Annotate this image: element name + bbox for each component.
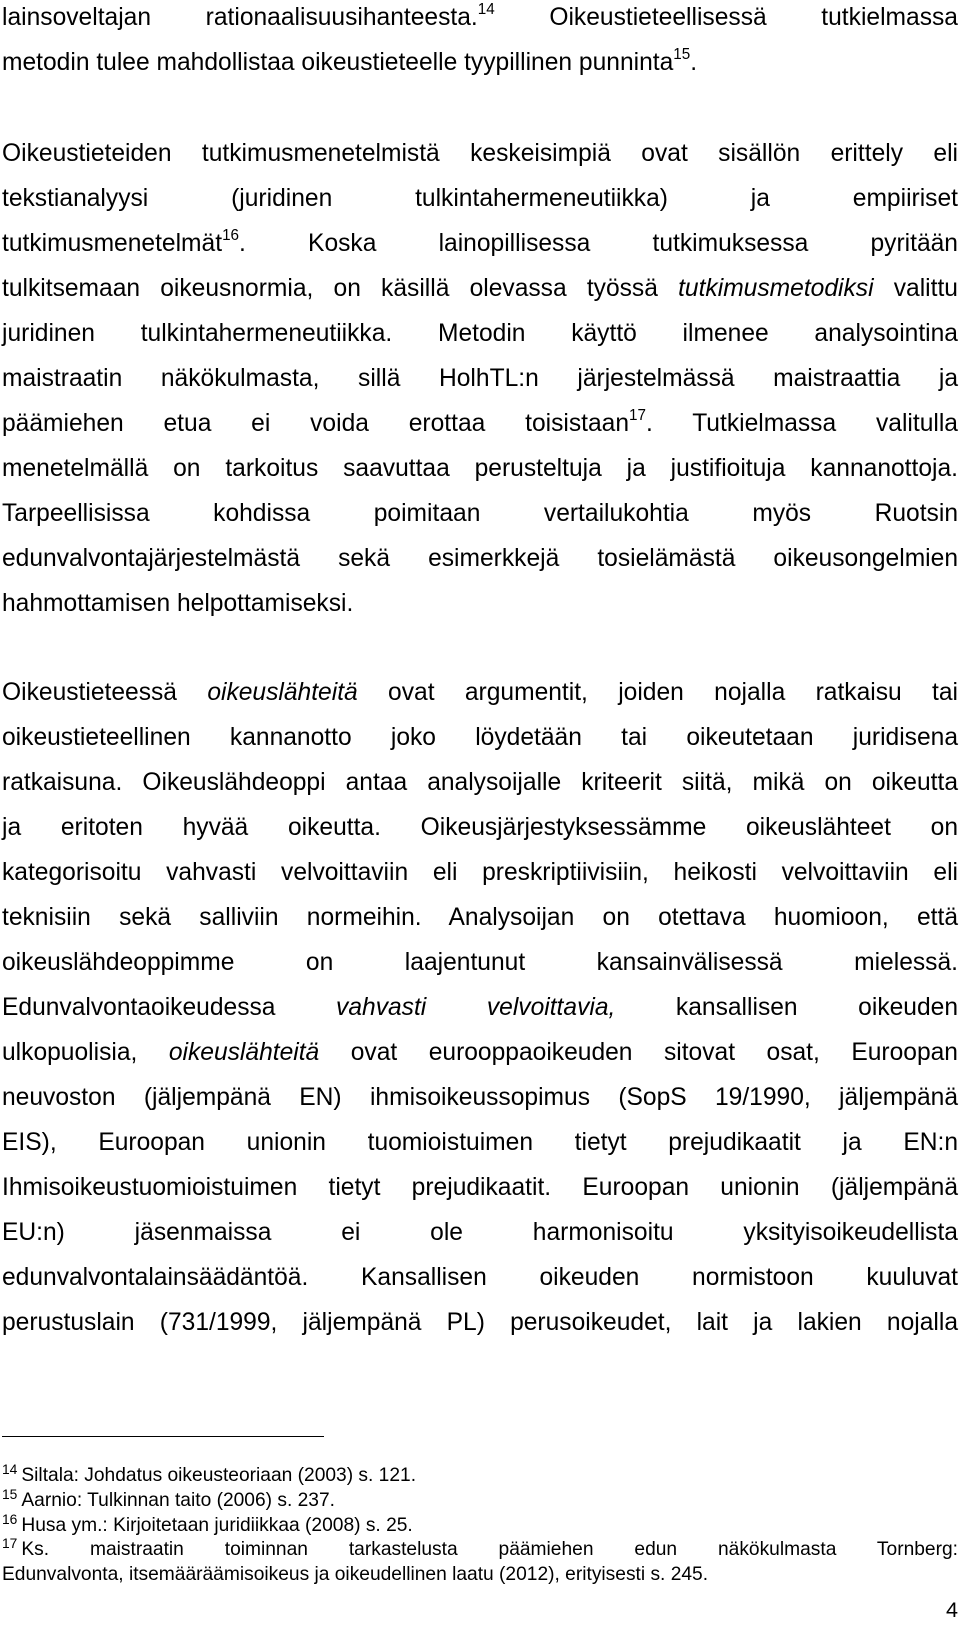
italic-term: oikeuslähteitä (207, 679, 358, 706)
body-line: oikeuslähdeoppimme on laajentunut kansainvälisessä mielessä. (2, 949, 958, 976)
footnote-ref[interactable]: 15 (673, 45, 691, 63)
body-line: Edunvalvontaoikeudessa vahvasti velvoittavia, kansallisen oikeuden (2, 994, 959, 1021)
footnote-text: Aarnio: Tulkinnan taito (2006) s. 237. (21, 1490, 335, 1511)
body-line: päämiehen etua ei voida erottaa toisistaan$^{17}$. Tutkielmassa valitulla (2, 406, 958, 437)
body-line: ja eritoten hyvää oikeutta. Oikeusjärjestyksessämme oikeuslähteet on (2, 814, 958, 841)
footnote-16 (2, 1511, 413, 1538)
footnote-number: 16 (2, 1511, 18, 1528)
italic-term: tutkimusmetodiksi (678, 275, 874, 302)
body-line: juridinen tulkintahermeneutiikka. Metodin käyttö ilmenee analysointina (2, 320, 958, 347)
body-line: tulkitsemaan oikeusnormia, on käsillä olevassa työssä tutkimusmetodiksi valittu (2, 275, 958, 302)
footnote-17-continued: Edunvalvonta, itsemääräämisoikeus ja oikeudellinen laatu (2012), erityisesti s. 245. (2, 1564, 709, 1585)
page-number: 4 (945, 1597, 958, 1622)
body-line: Ihmisoikeustuomioistuimen tietyt prejudikaatit. Euroopan unionin (jäljempänä (2, 1174, 958, 1201)
body-line: menetelmällä on tarkoitus saavuttaa perusteltuja ja justifioituja kannanottoja. (2, 455, 958, 482)
body-line: maistraatin näkökulmasta, sillä HolhTL:n järjestelmässä maistraattia ja (2, 365, 958, 392)
footnote-text: Siltala: Johdatus oikeusteoriaan (2003) s. 121. (21, 1465, 417, 1486)
footnote-number: 14 (2, 1461, 18, 1478)
body-line: oikeustieteellinen kannanotto joko löydetään tai oikeutetaan juridisena (2, 724, 958, 751)
footnote-15 (2, 1486, 335, 1513)
footnote-separator (2, 1436, 324, 1437)
body-line: EU:n) jäsenmaissa ei ole harmonisoitu yksityisoikeudellista (2, 1219, 958, 1246)
footnote-ref[interactable]: 17 (629, 406, 646, 424)
italic-term: oikeuslähteitä (168, 1039, 320, 1066)
body-line: tekstianalyysi (juridinen tulkintahermeneutiikka) ja empiiriset (2, 185, 958, 212)
body-line: Oikeustieteessä oikeuslähteitä ovat argumentit, joiden nojalla ratkaisu tai (2, 679, 959, 706)
footnote-ref[interactable]: 14 (477, 0, 495, 18)
italic-term: vahvasti velvoittavia, (336, 994, 616, 1021)
footnote-17 (2, 1535, 958, 1562)
body-line: metodin tulee mahdollistaa oikeustieteelle tyypillinen punninta$^{15}$. (2, 45, 698, 76)
body-line: edunvalvontajärjestelmästä sekä esimerkkejä tosielämästä oikeusongelmien (2, 545, 958, 572)
footnote-text: Ks. maistraatin toiminnan tarkastelusta päämiehen edun näkökulmasta Tornberg: (21, 1539, 958, 1560)
footnote-ref[interactable]: 16 (222, 226, 240, 244)
body-line: lainsoveltajan rationaalisuusihanteesta.$^{14}$ Oikeustieteellisessä tutkielmassa (2, 0, 958, 31)
body-line: EIS), Euroopan unionin tuomioistuimen tietyt prejudikaatit ja EN:n (2, 1129, 958, 1156)
body-line: teknisiin sekä salliviin normeihin. Analysoijan on otettava huomioon, että (2, 904, 958, 931)
body-line: Oikeustieteiden tutkimusmenetelmistä keskeisimpiä ovat sisällön erittely eli (2, 140, 958, 167)
body-line: kategorisoitu vahvasti velvoittaviin eli preskriptiivisiin, heikosti velvoittaviin eli (2, 859, 958, 886)
body-line: perustuslain (731/1999, jäljempänä PL) perusoikeudet, lait ja lakien nojalla (2, 1309, 958, 1336)
footnote-number: 15 (2, 1486, 18, 1503)
body-line: tutkimusmenetelmät$^{16}$. Koska lainopillisessa tutkimuksessa pyritään (2, 226, 958, 257)
body-line: hahmottamisen helpottamiseksi. (2, 590, 354, 617)
body-line: edunvalvontalainsäädäntöä. Kansallisen oikeuden normistoon kuuluvat (2, 1264, 958, 1291)
body-line: ratkaisuna. Oikeuslähdeoppi antaa analysoijalle kriteerit siitä, mikä on oikeutta (2, 769, 958, 796)
footnote-number: 17 (2, 1535, 18, 1552)
footnote-text: Husa ym.: Kirjoitetaan juridiikkaa (2008) s. 25. (21, 1515, 413, 1536)
body-line: ulkopuolisia, oikeuslähteitä ovat eurooppaoikeuden sitovat osat, Euroopan (2, 1039, 958, 1066)
footnote-14 (2, 1461, 417, 1488)
body-line: Tarpeellisissa kohdissa poimitaan vertailukohtia myös Ruotsin (2, 500, 958, 527)
body-line: neuvoston (jäljempänä EN) ihmisoikeussopimus (SopS 19/1990, jäljempänä (2, 1084, 958, 1111)
